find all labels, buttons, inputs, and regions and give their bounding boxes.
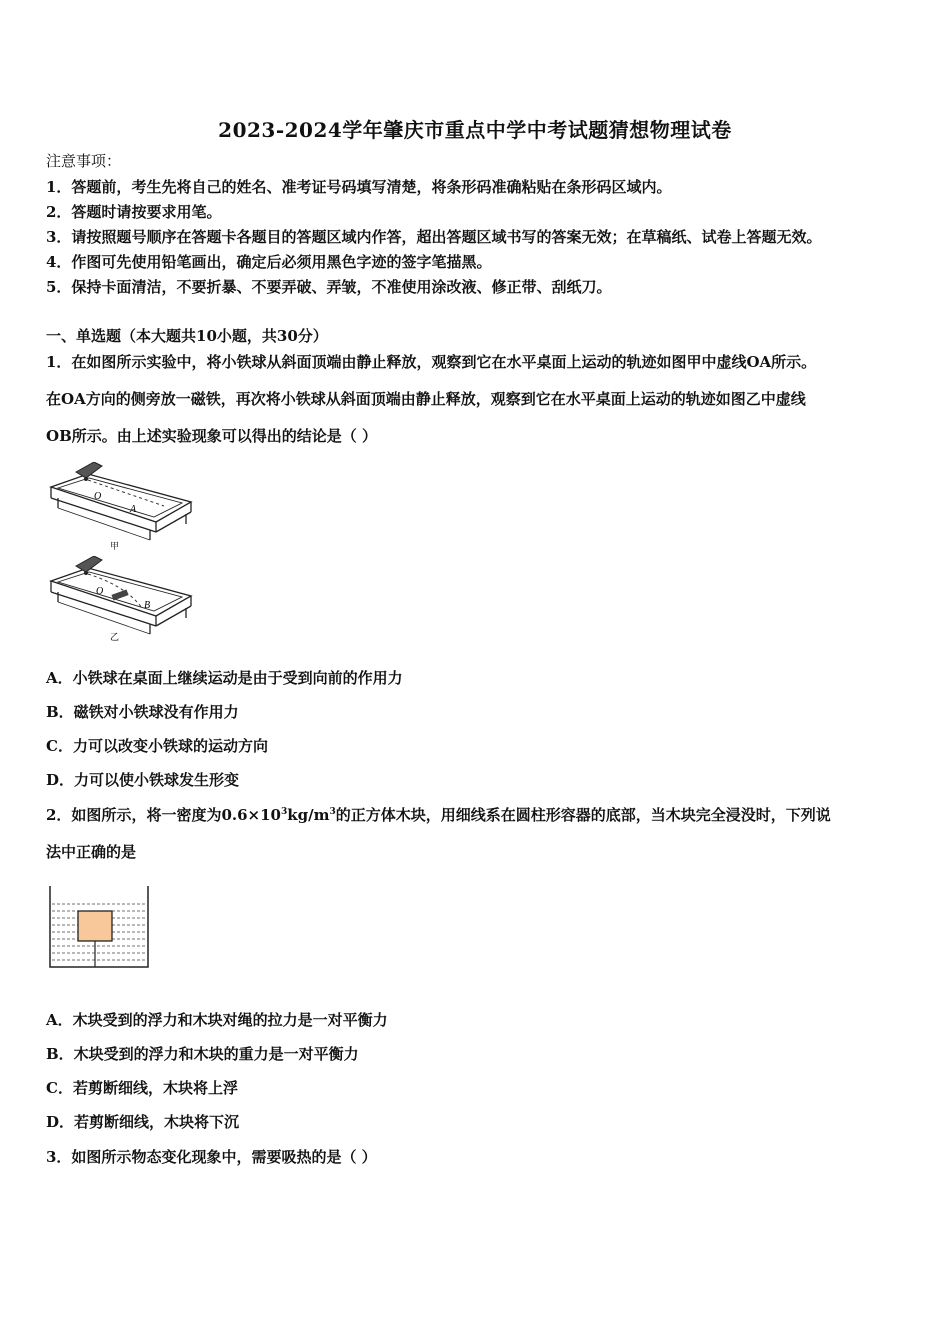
q2-sup: 3 [280, 807, 288, 817]
wood-block [78, 911, 112, 941]
label-o: O [96, 586, 104, 597]
section-heading: 一、单选题（本大题共10小题，共30分） [46, 327, 328, 345]
caption-jia: 甲 [110, 542, 120, 552]
q2-figure-container [48, 884, 152, 972]
q1-text-line: 1．在如图所示实验中，将小铁球从斜面顶端由静止释放，观察到它在水平桌面上运动的轨迹如图甲中虚线OA所示。 [46, 353, 817, 371]
q2-option-a: A．木块受到的浮力和木块对绳的拉力是一对平衡力 [46, 1011, 388, 1029]
q1-option-d: D．力可以使小铁球发生形变 [46, 771, 240, 789]
q3-text-line: 3．如图所示物态变化现象中，需要吸热的是（ ） [46, 1148, 377, 1166]
notes-heading: 注意事项： [46, 152, 122, 170]
q1-text-line: 在OA方向的侧旁放一磁铁，再次将小铁球从斜面顶端由静止释放，观察到它在水平桌面上运动的轨迹如图乙中虚线 [46, 390, 806, 408]
table-top-outer [51, 474, 191, 522]
q2-text-unit: kg/m [287, 806, 330, 824]
q1-option-c: C．力可以改变小铁球的运动方向 [46, 737, 268, 755]
exam-title: 2023-2024学年肇庆市重点中学中考试题猜想物理试卷 [218, 118, 732, 142]
caption-yi: 乙 [110, 633, 120, 643]
label-o: O [94, 491, 102, 502]
table-top-inner [58, 478, 182, 517]
q2-text-line [46, 806, 831, 824]
q1-text-line: OB所示。由上述实验现象可以得出的结论是（ ） [46, 427, 377, 445]
q1-option-a: A．小铁球在桌面上继续运动是由于受到向前的作用力 [46, 669, 403, 687]
incline-ramp [76, 462, 102, 478]
q2-text-pre: 2．如图所示，将一密度为0.6×10 [46, 806, 281, 824]
note-item: 2．答题时请按要求用笔。 [46, 203, 222, 221]
q2-text-line: 法中正确的是 [46, 843, 137, 861]
magnet-icon [111, 589, 128, 600]
q1-option-b: B．磁铁对小铁球没有作用力 [46, 703, 239, 721]
q1-figure-yi [46, 556, 198, 646]
q2-sup: 3 [329, 807, 336, 817]
q2-option-b: B．木块受到的浮力和木块的重力是一对平衡力 [46, 1045, 359, 1063]
incline-ramp [76, 556, 102, 572]
note-item: 1．答题前，考生先将自己的姓名、准考证号码填写清楚，将条形码准确粘贴在条形码区域内。 [46, 178, 672, 196]
label-a: A [130, 504, 137, 515]
q2-option-c: C．若剪断细线，木块将上浮 [46, 1079, 238, 1097]
iron-ball-icon [84, 571, 88, 575]
q2-text-post: 的正方体木块，用细线系在圆柱形容器的底部，当木块完全浸没时，下列说 [335, 806, 831, 824]
note-item: 3．请按照题号顺序在答题卡各题目的答题区域内作答，超出答题区域书写的答案无效；在草稿纸、试卷上答题无效。 [46, 228, 822, 246]
q1-figure-jia [46, 462, 198, 552]
iron-ball-icon [84, 477, 88, 481]
note-item: 5．保持卡面清洁，不要折暴、不要弄破、弄皱，不准使用涂改液、修正带、刮纸刀。 [46, 278, 612, 296]
q2-option-d: D．若剪断细线，木块将下沉 [46, 1113, 240, 1131]
label-b: B [144, 600, 151, 611]
note-item: 4．作图可先使用铅笔画出，确定后必须用黑色字迹的签字笔描黑。 [46, 253, 492, 271]
